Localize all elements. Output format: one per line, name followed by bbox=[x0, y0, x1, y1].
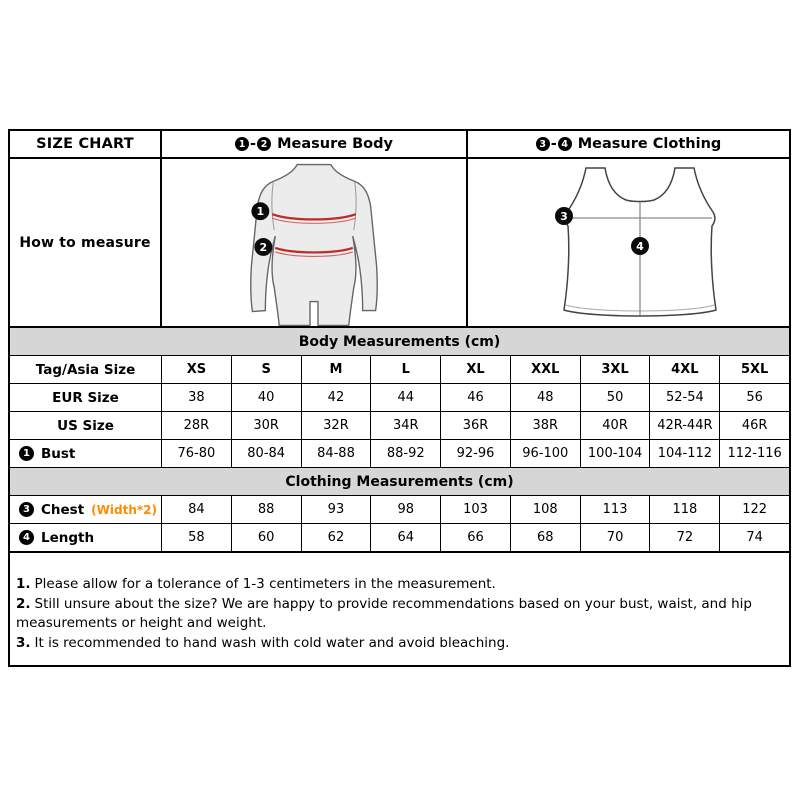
note-line bbox=[16, 634, 784, 654]
value-cell: 60 bbox=[232, 524, 302, 551]
tank-top-illustration bbox=[468, 160, 789, 326]
row-label bbox=[10, 524, 162, 551]
size-cell: 5XL bbox=[740, 362, 769, 377]
circled-4-icon: 4 bbox=[19, 530, 34, 545]
value-cell: 70 bbox=[581, 524, 651, 551]
length-label: Length bbox=[41, 529, 95, 546]
marker-3-number: 3 bbox=[560, 209, 568, 223]
note-line bbox=[16, 595, 784, 634]
illustration-row bbox=[10, 159, 789, 326]
value-cell: 84 bbox=[162, 496, 232, 523]
size-cell: S bbox=[232, 356, 302, 383]
value-cell: 76-80 bbox=[162, 440, 232, 467]
value-cell: 92-96 bbox=[441, 440, 511, 467]
value-cell: 118 bbox=[650, 496, 720, 523]
value-cell: 104-112 bbox=[650, 440, 720, 467]
value-cell: 98 bbox=[371, 496, 441, 523]
row-label: EUR Size bbox=[10, 384, 162, 411]
notes-section bbox=[10, 553, 789, 665]
value-cell: 80-84 bbox=[232, 440, 302, 467]
note-line bbox=[16, 575, 784, 595]
chest-width-note: (Width*2) bbox=[91, 502, 157, 517]
value-cell: 46 bbox=[441, 384, 511, 411]
value-cell: 88 bbox=[232, 496, 302, 523]
value-cell: 66 bbox=[441, 524, 511, 551]
value-cell: 38 bbox=[162, 384, 232, 411]
row-label bbox=[10, 496, 162, 523]
bust-label: Bust bbox=[41, 445, 76, 462]
measure-clothing-cell bbox=[468, 159, 789, 326]
row-label: Tag/Asia Size bbox=[10, 356, 162, 383]
body-measurements-band: Body Measurements (cm) bbox=[10, 326, 789, 356]
value-cell: 100-104 bbox=[581, 440, 651, 467]
size-cell: XS bbox=[162, 356, 232, 383]
size-chart-frame bbox=[8, 129, 791, 667]
measure-clothing-header bbox=[468, 131, 789, 157]
measure-clothing-label: Measure Clothing bbox=[577, 136, 722, 152]
value-cell: 36R bbox=[441, 412, 511, 439]
size-cell: 4XL bbox=[650, 356, 720, 383]
value-cell: 103 bbox=[441, 496, 511, 523]
range-dash: - bbox=[550, 136, 557, 152]
marker-4-number: 4 bbox=[636, 239, 644, 253]
circled-3-icon: 3 bbox=[536, 137, 550, 151]
note-number: 2. bbox=[16, 595, 31, 612]
length-row bbox=[10, 524, 789, 553]
value-cell: 34R bbox=[371, 412, 441, 439]
value-cell: 74 bbox=[746, 530, 763, 545]
value-cell: 62 bbox=[302, 524, 372, 551]
value-cell: 68 bbox=[511, 524, 581, 551]
how-to-measure-label: How to measure bbox=[10, 159, 162, 326]
value-cell: 108 bbox=[511, 496, 581, 523]
measure-body-label: Measure Body bbox=[277, 136, 393, 152]
row-label bbox=[10, 440, 162, 467]
note-number: 3. bbox=[16, 634, 31, 651]
size-cell: M bbox=[302, 356, 372, 383]
value-cell: 56 bbox=[746, 390, 763, 405]
size-cell: XXL bbox=[511, 356, 581, 383]
marker-2-number: 2 bbox=[259, 240, 268, 254]
circled-4-icon: 4 bbox=[558, 137, 572, 151]
value-cell: 84-88 bbox=[302, 440, 372, 467]
note-text: Still unsure about the size? We are happy to provide recommendations based on your bust, waist, and hip measurements or height and weight. bbox=[16, 595, 752, 632]
chest-label: Chest bbox=[41, 501, 85, 518]
chest-row bbox=[10, 496, 789, 524]
circled-2-icon: 2 bbox=[257, 137, 271, 151]
range-dash: - bbox=[250, 136, 257, 152]
clothing-measurements-band: Clothing Measurements (cm) bbox=[10, 468, 789, 496]
value-cell: 58 bbox=[162, 524, 232, 551]
value-cell: 93 bbox=[302, 496, 372, 523]
value-cell: 112-116 bbox=[727, 446, 782, 461]
value-cell: 40R bbox=[581, 412, 651, 439]
bust-row bbox=[10, 440, 789, 468]
us-size-row bbox=[10, 412, 789, 440]
circled-3-icon: 3 bbox=[19, 502, 34, 517]
value-cell: 122 bbox=[742, 502, 768, 517]
value-cell: 96-100 bbox=[511, 440, 581, 467]
value-cell: 30R bbox=[232, 412, 302, 439]
row-label: US Size bbox=[10, 412, 162, 439]
value-cell: 32R bbox=[302, 412, 372, 439]
header-row bbox=[10, 131, 789, 159]
value-cell: 113 bbox=[581, 496, 651, 523]
size-cell: XL bbox=[441, 356, 511, 383]
size-chart-title: SIZE CHART bbox=[10, 131, 162, 157]
measure-body-header bbox=[162, 131, 468, 157]
value-cell: 44 bbox=[371, 384, 441, 411]
value-cell: 52-54 bbox=[650, 384, 720, 411]
value-cell: 40 bbox=[232, 384, 302, 411]
value-cell: 48 bbox=[511, 384, 581, 411]
note-text: Please allow for a tolerance of 1-3 centimeters in the measurement. bbox=[34, 576, 496, 592]
value-cell: 64 bbox=[371, 524, 441, 551]
value-cell: 72 bbox=[650, 524, 720, 551]
measure-body-cell bbox=[162, 159, 468, 326]
note-number: 1. bbox=[16, 576, 31, 592]
eur-size-row bbox=[10, 384, 789, 412]
value-cell: 88-92 bbox=[371, 440, 441, 467]
value-cell: 28R bbox=[162, 412, 232, 439]
value-cell: 42 bbox=[302, 384, 372, 411]
body-figure-illustration bbox=[162, 160, 466, 326]
size-cell: L bbox=[371, 356, 441, 383]
circled-1-icon: 1 bbox=[19, 446, 34, 461]
value-cell: 50 bbox=[581, 384, 651, 411]
value-cell: 38R bbox=[511, 412, 581, 439]
marker-1-number: 1 bbox=[256, 204, 265, 218]
value-cell: 46R bbox=[741, 418, 768, 433]
size-cell: 3XL bbox=[581, 356, 651, 383]
value-cell: 42R-44R bbox=[650, 412, 720, 439]
note-text: It is recommended to hand wash with cold water and avoid bleaching. bbox=[34, 634, 510, 651]
circled-1-icon: 1 bbox=[235, 137, 249, 151]
size-header-row bbox=[10, 356, 789, 384]
